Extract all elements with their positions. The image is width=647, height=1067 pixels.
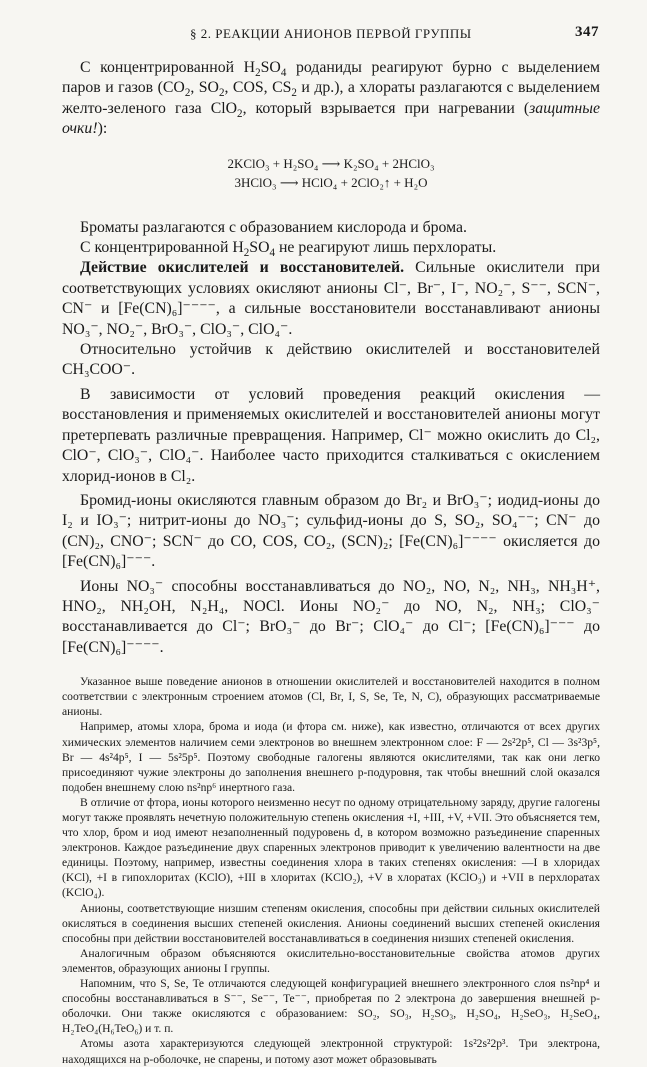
page-number: 347: [575, 24, 599, 40]
section-heading-action: Действие окислителей и восстановителей.: [80, 259, 405, 277]
paragraph-redox-dependence: В зависимости от условий проведения реакций окисления — восстановления и применяемых окислителей и восстановителей анионы могут претерпевать различные превращения. Например, Cl⁻ можно окислить до Cl₂, ClO⁻, ClO₃⁻, ClO₄⁻. Наиболее часто приходится сталкиваться с окислением хлорид-ионов в Cl₂.: [62, 385, 600, 485]
small-paragraph-6: Напомним, что S, Se, Te отличаются следующей конфигурацией внешнего электронного слоя ns²np⁴ и способны восстанавливаться в S⁻⁻, Se⁻⁻, Te⁻⁻, приобретая по 2 электрона до завершения внешней p-оболочки. Они также окисляются с образованием: SO₂, SO₃, H₂SO₃, H₂SO₄, H₂SeO₃, H₂SeO₄, H₂TeO₄(H₆TeO₆) и т. п.: [62, 977, 600, 1036]
running-title: § 2. РЕАКЦИИ АНИОНОВ ПЕРВОЙ ГРУППЫ: [190, 26, 472, 41]
small-print-section: [62, 674, 600, 1066]
paragraph-oxidation-products: Бромид-ионы окисляются главным образом до Br₂ и BrO₃⁻; иодид-ионы до I₂ и IO₃⁻; нитрит-ионы до NO₃⁻; сульфид-ионы до S, SO₂, SO₄⁻⁻; CN⁻ до (CN)₂, CNO⁻; SCN⁻ до CO, COS, CO₂, (SCN)₂; [Fe(CN)₆]⁻⁻⁻⁻ окисляется до [Fe(CN)₆]⁻⁻⁻.: [62, 491, 600, 571]
page-body: [62, 58, 600, 1067]
small-paragraph-4: Анионы, соответствующие низшим степеням окисления, способны при действии сильных окислителей окисляться в соединения высших степеней окисления. Анионы соединений высших степеней окисления способны при действии восстановителей восстанавливаться в соединения низших степеней окисления.: [62, 901, 600, 945]
paragraph-action: Действие окислителей и восстановителей. Сильные окислители при соответствующих условиях окисляют анионы Cl⁻, Br⁻, I⁻, NO₂⁻, S⁻⁻, SCN⁻, CN⁻ и [Fe(CN)₆]⁻⁻⁻⁻, а сильные восстановители восстанавливают анионы NO₃⁻, NO₂⁻, BrO₃⁻, ClO₃⁻, ClO₄⁻.: [62, 259, 600, 338]
paragraph-bromates: Броматы разлагаются с образованием кислорода и брома.: [80, 218, 468, 236]
small-paragraph-3: В отличие от фтора, ионы которого неизменно несут по одному отрицательному заряду, другие галогены могут также проявлять нечетную положительную степень окисления +I, +III, +V, +VII. Это объясняется тем, что хлор, бром и иод имеют незаполненный подуровень d, в котором возможно разъединение спаренных электронов. Каждое разъединение двух спаренных электронов приводит к увеличению валентности на две единицы. Поэтому, например, известны соединения хлора в таких степенях окисления: —I в хлоридах (KCl), +I в гипохлоритах (KClO), +III в хлоритах (KClO₂), +V в хлоратах (KClO₃) и +VII в перхлоратах (KClO₄).: [62, 795, 600, 900]
equation-2: 3HClO₃ ⟶ HClO₄ + 2ClO₂↑ + H₂O: [234, 174, 428, 190]
paragraph-reduction-products: Ионы NO₃⁻ способны восстанавливаться до NO₂, NO, N₂, NH₃, NH₃H⁺, HNO₂, NH₂OH, N₂H₄, NOCl. Ионы NO₂⁻ до NO, N₂, NH₃; ClO₃⁻ восстанавливается до Cl⁻; BrO₃⁻ до Br⁻; ClO₄⁻ до Cl⁻; [Fe(CN)₆]⁻⁻⁻ до [Fe(CN)₆]⁻⁻⁻⁻.: [62, 577, 600, 656]
small-paragraph-1: Указанное выше поведение анионов в отношении окислителей и восстановителей находится в полном соответствии с электронным строением атомов (Cl, Br, I, S, Se, Te, N, C), образующих рассматриваемые анионы.: [62, 675, 600, 719]
safety-note: защитные очки!: [62, 99, 600, 138]
small-paragraph-2: Например, атомы хлора, брома и иода (и фтора см. ниже), как известно, отличаются от всех других химических элементов наличием семи электронов во внешнем электронном слое: F — 2s²2p⁵, Cl — 3s²3p⁵, Br — 4s²4p⁵, I — 5s²5p⁵. Поэтому свободные галогены являются окислителями, так как они легко присоединяют чужие электроны до заполнения внешнего p-подуровня, так чтобы внешний слой оказался подобен внешнему слою ns²np⁶ инертного газа.: [62, 720, 600, 794]
paragraph-intro: С концентрированной $H_2SO_4$ роданиды реагируют бурно с выделением паров и газов ($CO_2$, $SO_2$, COS, $CS_2$ и др.), а хлораты разлагаются с выделением желто-зеленого газа ClO$_2$, который взрывается при нагревании (защитные очки!):: [62, 59, 600, 138]
paragraph-acetate: Относительно устойчив к действию окислителей и восстановителей CH₃COO⁻.: [62, 341, 600, 379]
page-header: [60, 24, 599, 46]
small-paragraph-5: Аналогичным образом объясняются окислительно-восстановительные свойства атомов других элементов, образующих анионы I группы.: [62, 946, 600, 975]
paragraph-perchlorates: С концентрированной $H_2SO_4$ не реагируют лишь перхлораты.: [80, 239, 497, 260]
equation-block: [62, 154, 600, 192]
small-paragraph-7: Атомы азота характеризуются следующей электронной структурой: 1s²2s²2p³. Три электрона, находящихся на p-оболочке, не спарены, и потому азот может образовывать: [62, 1037, 600, 1066]
equation-1: 2KClO₃ + H₂SO₄ ⟶ K₂SO₄ + 2HClO₃: [227, 155, 435, 171]
